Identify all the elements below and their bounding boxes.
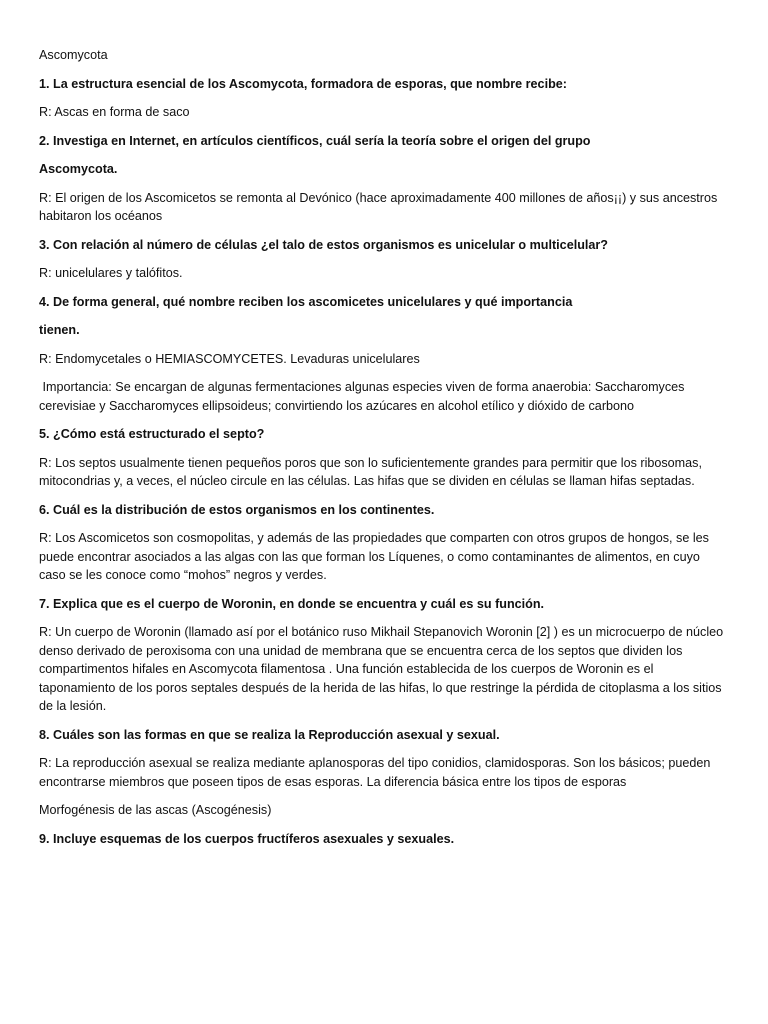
answer-3: R: unicelulares y talófitos.	[39, 266, 183, 280]
document-title: Ascomycota	[39, 48, 108, 62]
question-7: 7. Explica que es el cuerpo de Woronin, en donde se encuentra y cuál es su función.	[39, 596, 545, 611]
question-6: 6. Cuál es la distribución de estos organismos en los continentes.	[39, 502, 435, 517]
answer-1: R: Ascas en forma de saco	[39, 105, 190, 119]
answer-7: R: Un cuerpo de Woronin (llamado así por el botánico ruso Mikhail Stepanovich Woronin [2] ) es un microcuerpo de núcleo denso derivado de peroxisoma con una unidad de membrana que se encuentra cerca de los septos que dividen los compartimentos hifales en Ascomycota filamentosa . Una función establecida de los cuerpos de Woronin es el taponamiento de los poros septales después de la herida de las hifas, lo que restringe la pérdida de citoplasma a los sitios de la lesión.	[39, 625, 727, 713]
question-2: 2. Investiga en Internet, en artículos científicos, cuál sería la teoría sobre el origen del grupo	[39, 133, 591, 148]
answer-4: R: Endomycetales o HEMIASCOMYCETES. Levaduras unicelulares	[39, 351, 420, 366]
answer-4-importance: Importancia: Se encargan de algunas fermentaciones algunas especies viven de forma anaerobia: Saccharomyces cerevisiae y Saccharomyces ellipsoideus; convirtiendo los azúcares en alcohol etílico y dióxido de carbono	[39, 380, 688, 413]
answer-2: R: El origen de los Ascomicetos se remonta al Devónico (hace aproximadamente 400 millones de años¡¡) y sus ancestros habitaron los océanos	[39, 190, 721, 223]
question-5: 5. ¿Cómo está estructurado el septo?	[39, 427, 265, 441]
question-8: 8. Cuáles son las formas en que se realiza la Reproducción asexual y sexual.	[39, 727, 500, 742]
question-9: 9. Incluye esquemas de los cuerpos fructíferos asexuales y sexuales.	[39, 831, 455, 846]
answer-5: R: Los septos usualmente tienen pequeños poros que son lo suficientemente grandes para permitir que los ribosomas, mitocondrias y, a veces, el núcleo circule en las células. Las hifas que se dividen en células se llaman hifas septadas.	[39, 455, 706, 488]
question-3: 3. Con relación al número de células ¿el talo de estos organismos es unicelular o multicelular?	[39, 237, 608, 252]
section-heading-ascogenesis: Morfogénesis de las ascas (Ascogénesis)	[39, 803, 272, 817]
answer-6: R: Los Ascomicetos son cosmopolitas, y además de las propiedades que comparten con otros grupos de hongos, se les puede encontrar asociados a las algas con las que forman los Líquenes, o como contaminantes de alimentos, en cuyo caso se les conoce como “mohos” negros y verdes.	[39, 531, 713, 582]
question-4-continued: tienen.	[39, 323, 80, 337]
question-2-continued: Ascomycota.	[39, 162, 118, 176]
question-1: 1. La estructura esencial de los Ascomycota, formadora de esporas, que nombre recibe:	[39, 76, 567, 91]
question-4: 4. De forma general, qué nombre reciben los ascomicetes unicelulares y qué importancia	[39, 294, 573, 309]
answer-8: R: La reproducción asexual se realiza mediante aplanosporas del tipo conidios, clamidosporas. Son los básicos; pueden encontrarse miembros que poseen tipos de esas esporas. La diferencia básica entre los tipos de esporas	[39, 756, 714, 789]
